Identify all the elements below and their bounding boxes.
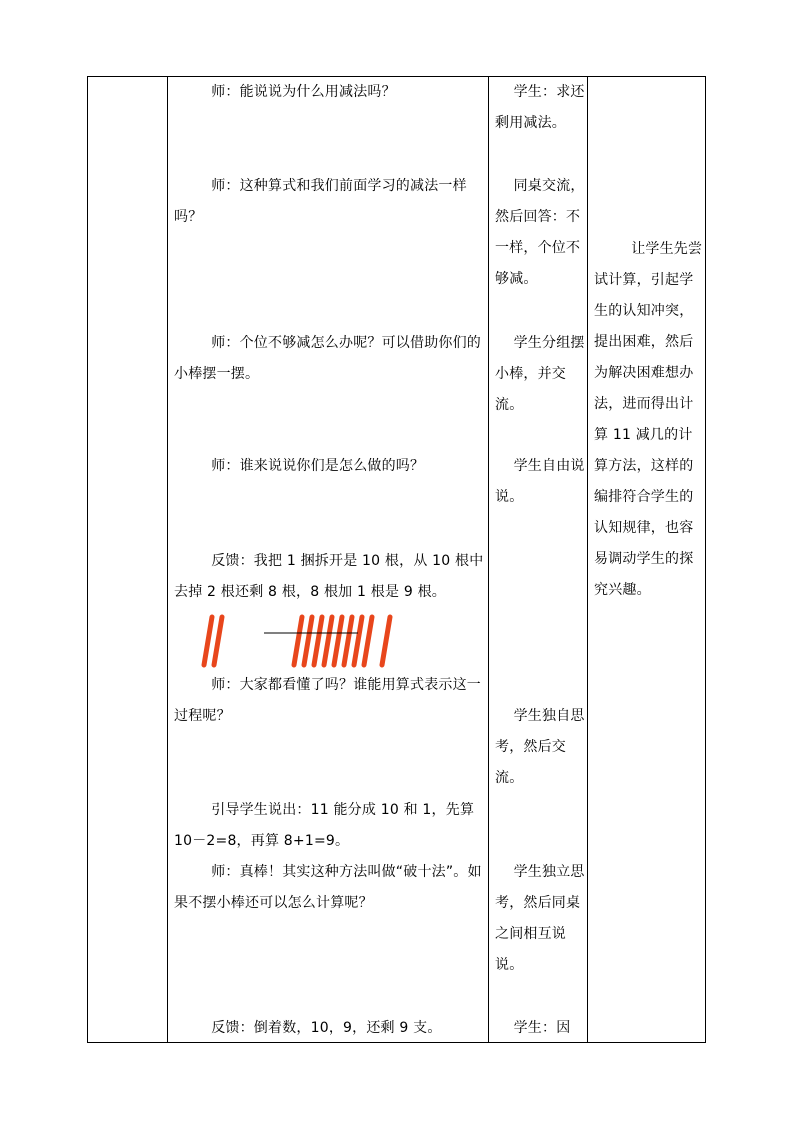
guided-explanation: 引导学生说出：11 能分成 10 和 1，先算 10－2=8，再算 8+1=9。 (174, 802, 479, 849)
sticks-illustration (198, 609, 398, 675)
feedback-count-back: 反馈：倒着数，10，9，还剩 9 支。 (174, 1020, 442, 1036)
stick (214, 617, 222, 665)
stick (304, 617, 312, 665)
student-response: 学生分组摆小棒，并交流。 (495, 335, 585, 413)
stick (204, 617, 212, 665)
feedback-sticks: 反馈：我把 1 捆拆开是 10 根，从 10 根中去掉 2 根还剩 8 根，8 根加 1 根是 9 根。 (174, 553, 484, 600)
student-response: 同桌交流，然后回答：不一样，个位不够减。 (495, 178, 585, 287)
teacher-question-equation: 师：大家都看懂了吗？谁能用算式表示这一过程呢？ (174, 677, 482, 724)
teacher-break-ten: 师：真棒！其实这种方法叫做“破十法”。如果不摆小棒还可以怎么计算呢？ (174, 864, 482, 911)
student-response: 学生自由说说。 (495, 458, 585, 505)
student-response: 学生独自思考，然后交流。 (495, 708, 585, 786)
teacher-question-compare: 师：这种算式和我们前面学习的减法一样吗？ (174, 178, 467, 225)
teacher-activity-column (168, 77, 488, 1042)
stick (294, 617, 302, 665)
teacher-question-sticks: 师：个位不够减怎么办呢？可以借助你们的小棒摆一摆。 (174, 335, 482, 382)
stick (324, 617, 332, 665)
stick (314, 617, 322, 665)
stick (364, 617, 372, 665)
student-response: 学生：求还剩用减法。 (495, 84, 585, 131)
student-response: 学生：因 (495, 1020, 571, 1036)
lesson-plan-table (87, 76, 706, 1043)
teacher-question-how: 师：谁来说说你们是怎么做的吗？ (174, 458, 425, 474)
empty-first-column (88, 77, 167, 1042)
student-response: 学生独立思考，然后同桌之间相互说说。 (495, 864, 585, 973)
teacher-question-why-subtract: 师：能说说为什么用减法吗？ (174, 84, 396, 100)
stick (354, 617, 362, 665)
student-activity-column (489, 77, 587, 1042)
design-intent-text: 让学生先尝试计算，引起学生的认知冲突，提出困难，然后为解决困难想办法，进而得出计算 11 减几的计算方法，这样的编排符合学生的认知规律，也容易调动学生的探究兴趣。 (594, 241, 703, 598)
design-intent-column (588, 77, 706, 1042)
stick (382, 617, 390, 665)
stick (344, 617, 352, 665)
stick (334, 617, 342, 665)
